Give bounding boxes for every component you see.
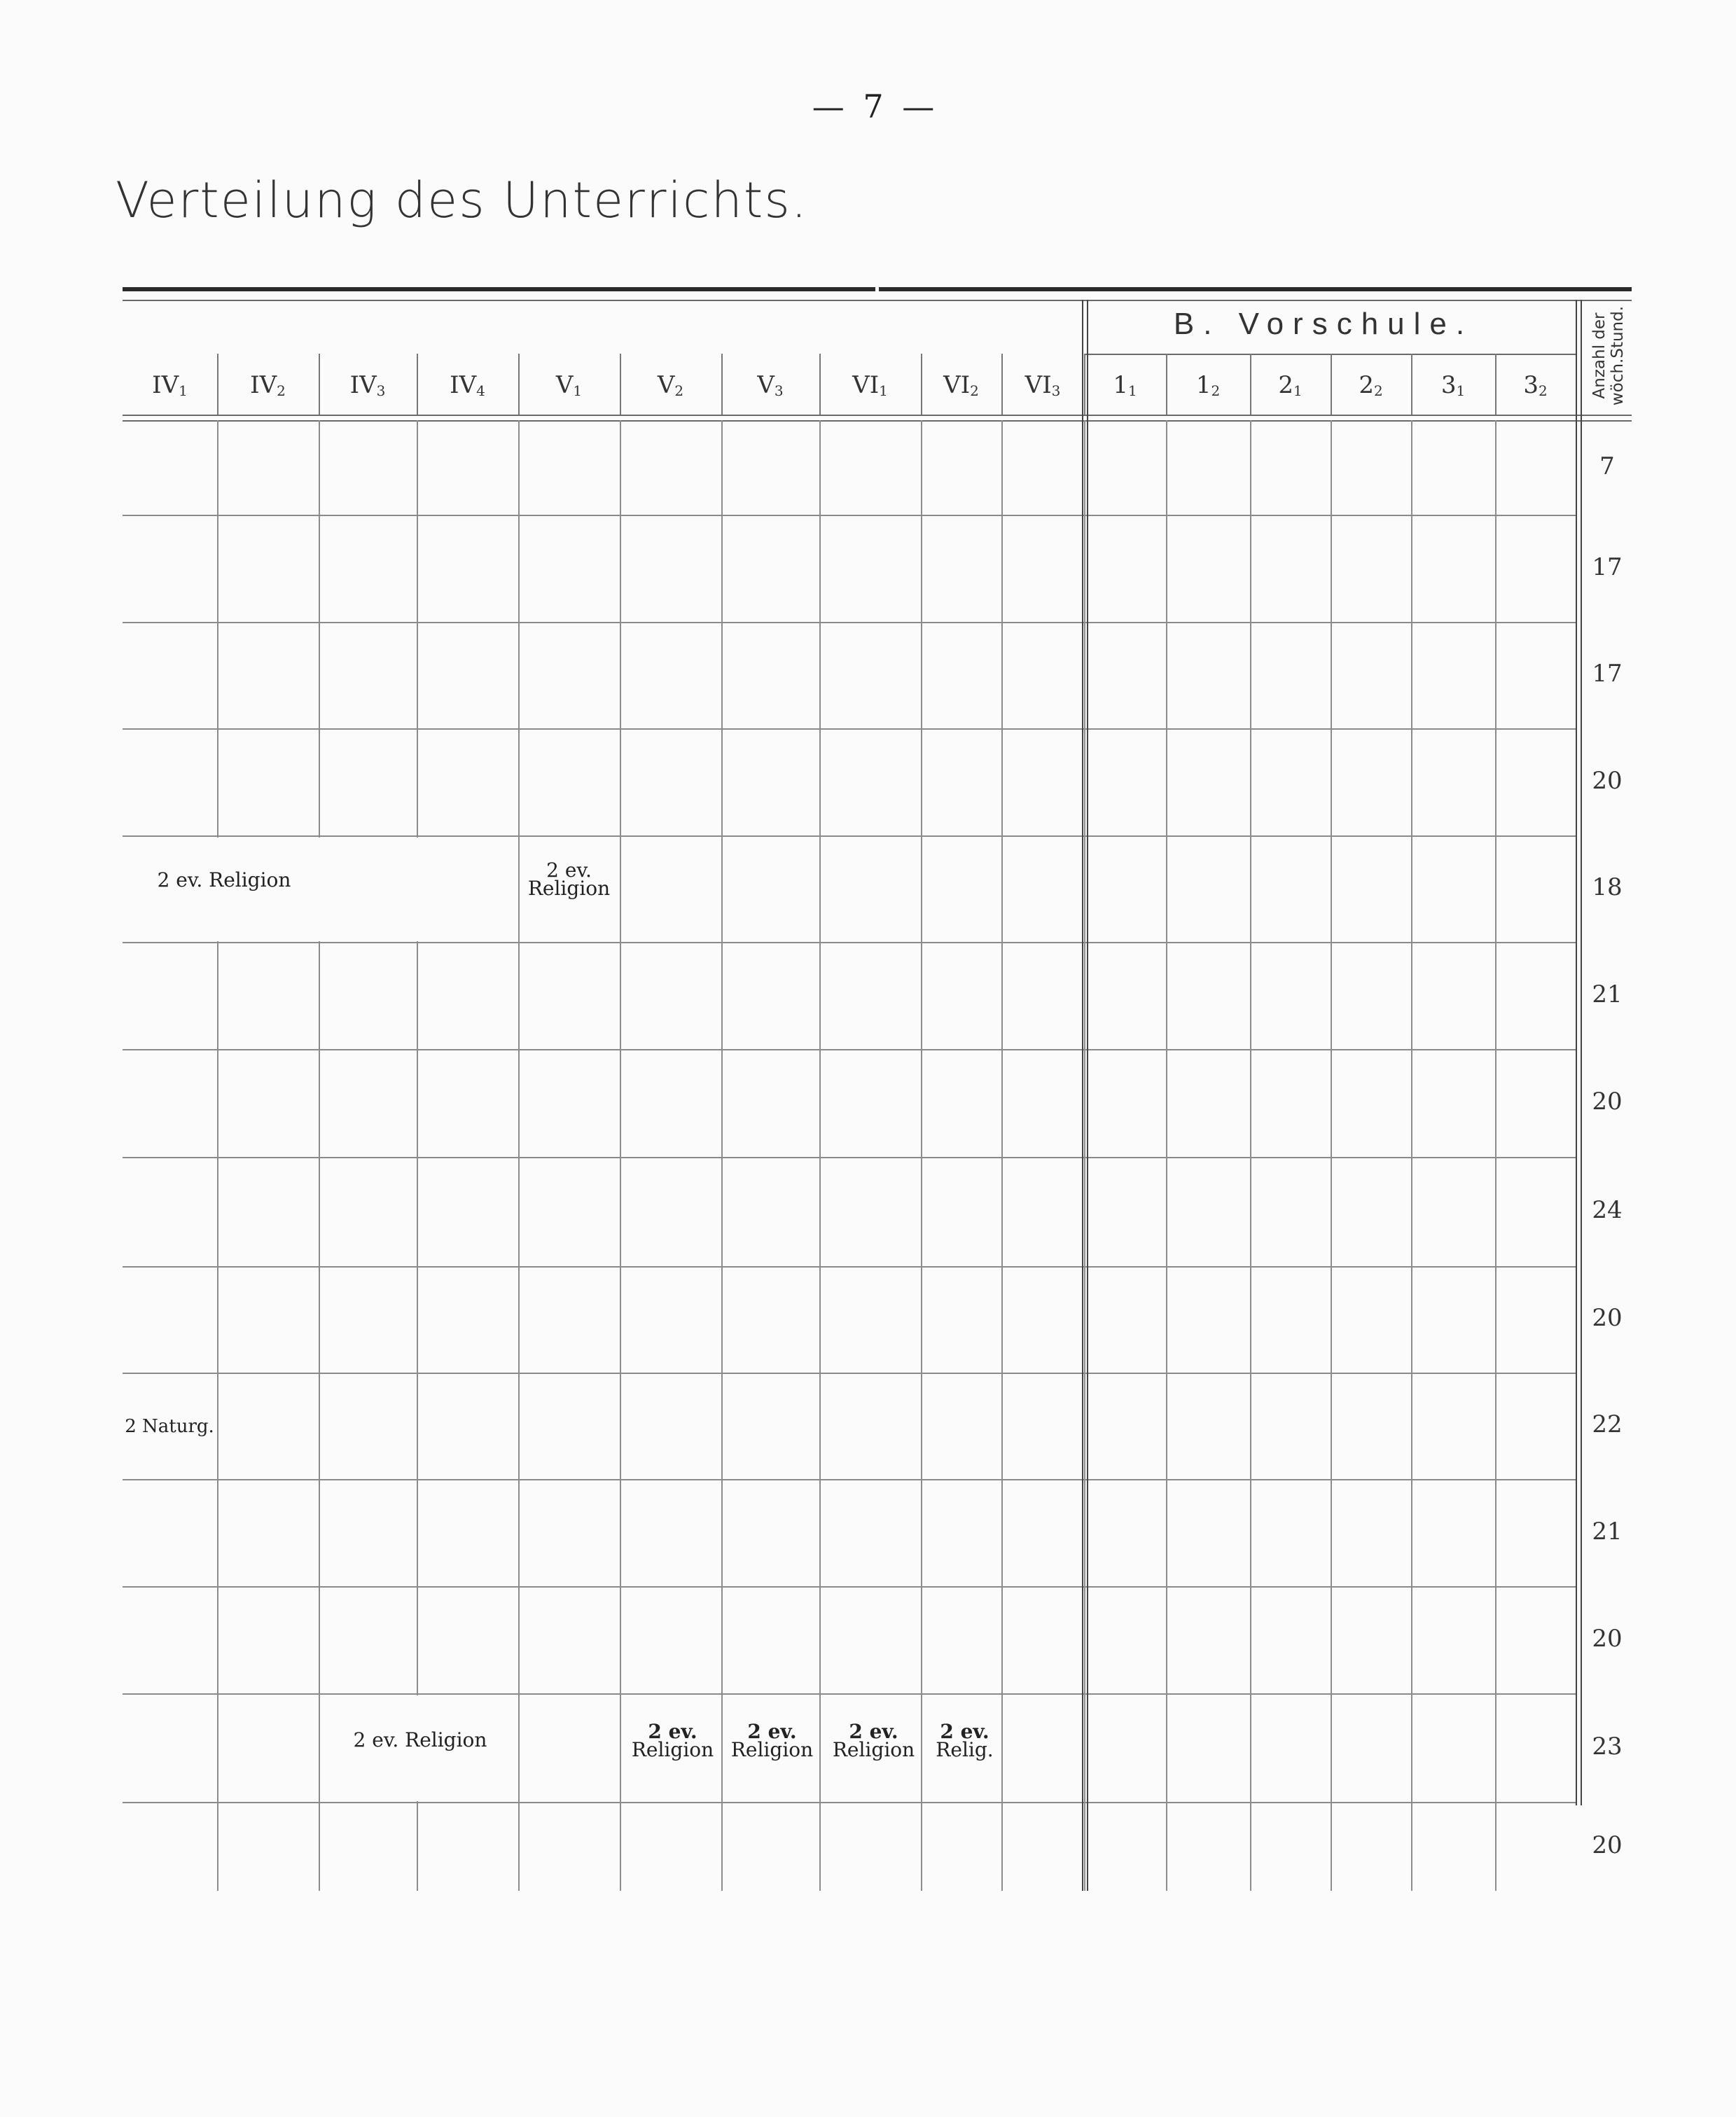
body-column-divider	[1001, 420, 1003, 1891]
header-column-divider	[620, 354, 621, 415]
header-column-divider	[1331, 354, 1332, 415]
body-column-divider	[1166, 420, 1167, 1891]
row-hours-count: 22	[1592, 1410, 1623, 1438]
top-rule-right	[879, 287, 1632, 291]
body-column-divider	[417, 420, 418, 1891]
column-header-8: $VI_1$	[852, 371, 888, 399]
row-hours-count: 20	[1592, 1088, 1623, 1116]
header-column-divider	[1495, 354, 1497, 415]
body-column-divider	[1331, 420, 1332, 1891]
column-header-15: $3_1$	[1440, 371, 1466, 399]
column-header-5: $V_1$	[555, 371, 583, 399]
header-column-divider	[1250, 354, 1251, 415]
row-divider	[123, 1266, 1576, 1268]
vorschule-heading: B. Vorschule.	[1173, 307, 1474, 341]
column-header-3: $IV_3$	[349, 371, 386, 399]
column-header-7: $V_3$	[757, 371, 784, 399]
row-divider	[123, 835, 1576, 837]
cell-religion-v2-top: 2 ev.	[648, 1720, 697, 1743]
body-column-divider	[620, 420, 621, 1891]
header-column-divider	[319, 354, 320, 415]
section-divider	[1087, 300, 1088, 1891]
column-header-9: $VI_2$	[943, 371, 979, 399]
body-column-divider	[1411, 420, 1412, 1891]
column-header-14: $2_2$	[1359, 371, 1383, 399]
row-hours-count: 24	[1592, 1196, 1623, 1224]
header-column-divider	[1001, 354, 1003, 415]
header-line-top	[123, 300, 1632, 301]
body-column-divider	[819, 420, 821, 1891]
column-header-11: $1_1$	[1113, 371, 1137, 399]
row-divider	[123, 1049, 1576, 1050]
row-hours-count: 20	[1592, 1624, 1623, 1653]
header-line-bottom-2	[123, 420, 1632, 422]
cell-religion-vi2-top: 2 ev.	[940, 1720, 989, 1743]
column-header-4: $IV_4$	[450, 371, 485, 399]
section-divider	[1082, 300, 1083, 1891]
row-hours-count: 17	[1592, 553, 1623, 581]
row-divider	[123, 515, 1576, 516]
cell-religion-vi2-bottom: Relig.	[936, 1738, 994, 1761]
header-line-bottom-1	[123, 415, 1632, 416]
row-divider	[123, 1693, 1576, 1695]
row-hours-count: 20	[1592, 1304, 1623, 1332]
body-column-divider	[217, 420, 218, 1891]
page-title: Verteilung des Unterrichts.	[116, 172, 809, 229]
row-divider	[123, 1157, 1576, 1158]
header-column-divider	[217, 354, 218, 415]
cell-religion-v2-bottom: Religion	[631, 1738, 714, 1761]
header-column-divider	[518, 354, 520, 415]
page-number: — 7 —	[812, 88, 939, 125]
row-hours-count: 21	[1592, 980, 1623, 1008]
header-column-divider	[819, 354, 821, 415]
section-divider	[1576, 300, 1577, 1805]
section-divider	[1581, 300, 1582, 1805]
row-hours-count: 17	[1592, 660, 1623, 688]
body-column-divider	[1084, 420, 1085, 1891]
header-column-divider	[1411, 354, 1412, 415]
column-header-6: $V_2$	[657, 371, 684, 399]
column-header-1: $IV_1$	[152, 371, 188, 399]
row-divider	[123, 1479, 1576, 1480]
count-column-header: Anzahl der wöch.Stund.	[1590, 305, 1627, 406]
header-column-divider	[417, 354, 418, 415]
row-divider	[123, 942, 1576, 943]
row-hours-count: 23	[1592, 1732, 1623, 1761]
header-column-divider	[721, 354, 723, 415]
row-hours-count: 20	[1592, 766, 1623, 795]
body-column-divider	[721, 420, 723, 1891]
column-header-12: $1_2$	[1195, 371, 1221, 399]
row-hours-count: 7	[1599, 452, 1615, 480]
cell-religion-vi1-bottom: Religion	[832, 1738, 915, 1761]
cell-religion-iv: 2 ev. Religion	[157, 868, 291, 891]
body-column-divider	[518, 420, 520, 1891]
column-header-13: $2_1$	[1278, 371, 1303, 399]
cell-religion-iv34: 2 ev. Religion	[353, 1728, 487, 1751]
header-column-divider	[1166, 354, 1167, 415]
cell-religion-vi1-top: 2 ev.	[849, 1720, 898, 1743]
column-header-16: $3_2$	[1523, 371, 1548, 399]
cell-naturg-iv1: 2 Naturg.	[125, 1416, 214, 1437]
row-hours-count: 20	[1592, 1831, 1623, 1859]
header-column-divider	[921, 354, 922, 415]
row-divider	[123, 728, 1576, 730]
body-column-divider	[1250, 420, 1251, 1891]
column-header-10: $VI_3$	[1025, 371, 1061, 399]
body-column-divider	[1495, 420, 1497, 1891]
row-hours-count: 21	[1592, 1517, 1623, 1546]
cell-religion-v1-bottom: Religion	[527, 877, 611, 900]
cell-religion-v1-top: 2 ev.	[546, 859, 592, 882]
row-divider	[123, 622, 1576, 623]
body-column-divider	[921, 420, 922, 1891]
row-divider	[123, 1373, 1576, 1374]
header-column-divider	[1084, 354, 1085, 415]
cell-religion-v3-bottom: Religion	[730, 1738, 814, 1761]
body-column-divider	[319, 420, 320, 1891]
row-hours-count: 18	[1592, 873, 1623, 901]
row-divider	[123, 1586, 1576, 1588]
row-divider	[123, 1802, 1576, 1803]
cell-religion-v3-top: 2 ev.	[747, 1720, 797, 1743]
top-rule-left	[123, 287, 875, 291]
column-header-2: $IV_2$	[250, 371, 286, 399]
